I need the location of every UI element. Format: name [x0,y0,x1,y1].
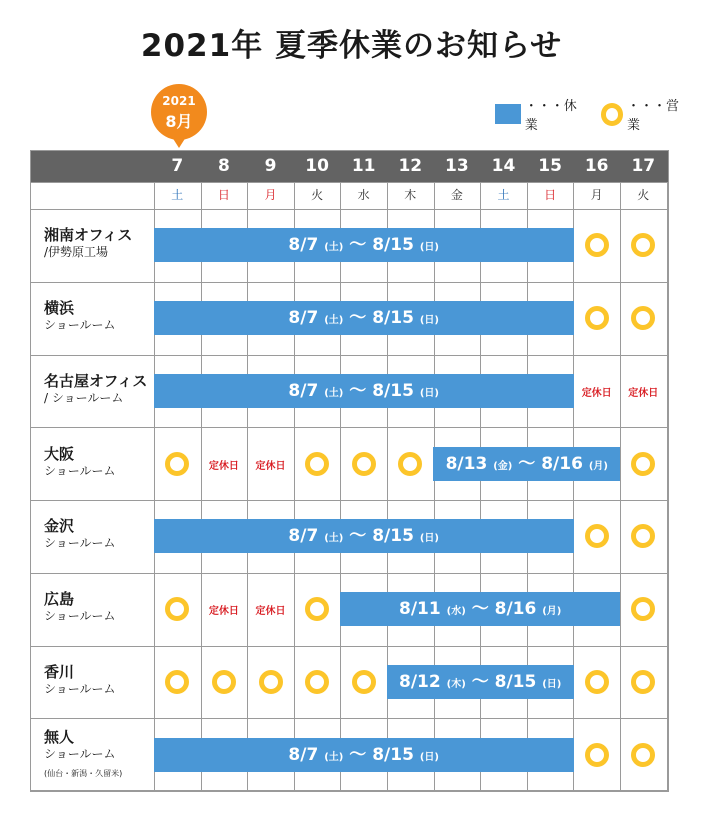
closed-period-sep: 〜 [349,308,367,329]
open-day-circle [305,452,329,476]
legend-closed-swatch [495,104,521,124]
column-divider [201,182,202,791]
closed-period-bar [154,738,574,772]
open-day-circle [631,743,655,767]
open-day-circle [631,452,655,476]
closed-period-text: 8/12 [399,671,441,692]
closed-period-sep: 〜 [349,380,367,401]
column-divider [527,182,528,791]
location-name: 名古屋オフィス [44,371,148,390]
regular-holiday-label: 定休日 [255,606,286,618]
open-day-circle [631,524,655,548]
badge-pointer [172,137,186,148]
closed-period-text2: 8/15 [372,235,414,256]
column-divider [340,182,341,791]
weekday-cell-15: 日 [544,188,557,202]
regular-holiday-label: 定休日 [255,460,286,472]
weekday-cell-17: 火 [637,188,650,202]
location-name: 大阪 [44,444,75,463]
weekday-cell-8: 日 [217,188,230,202]
closed-period-text2: 8/15 [372,526,414,547]
row-divider [30,427,669,428]
closed-period-d1: (土) [324,315,344,327]
closed-period-d1: (土) [324,751,344,763]
regular-holiday-label: 定休日 [208,460,239,472]
closed-period-d2: (日) [419,387,439,399]
weekday-cell-14: 土 [497,188,510,202]
open-day-circle [585,524,609,548]
row-divider [30,209,669,210]
closed-period-d1: (木) [446,678,466,690]
open-day-circle [631,597,655,621]
row-divider [30,718,669,719]
date-cell-14: 14 [491,156,516,176]
column-divider [620,182,621,791]
closed-period-text2: 8/15 [372,380,414,401]
closed-period-d2: (日) [419,533,439,545]
row-label [44,518,116,552]
regular-holiday-label: 定休日 [581,387,612,399]
date-cell-12: 12 [398,156,423,176]
closed-period-text: 8/7 [288,380,319,401]
date-cell-10: 10 [305,156,329,176]
row-label [44,227,132,261]
open-day-circle [305,597,329,621]
row-divider [30,282,669,283]
weekday-cell-12: 木 [404,188,417,202]
closed-period-text: 8/13 [445,453,488,474]
month-badge [151,84,207,140]
location-sub: /伊勢原工場 [44,245,109,260]
open-day-circle [259,670,283,694]
open-day-circle [305,670,329,694]
closed-period-sep: 〜 [471,599,489,620]
location-name: 金沢 [44,517,75,536]
closed-period-text: 8/7 [288,744,319,765]
weekday-cell-7: 土 [171,188,184,202]
location-name: 広島 [44,590,75,609]
closed-period-sep: 〜 [349,744,367,765]
open-day-circle [631,670,655,694]
closed-period-text: 8/7 [288,526,319,547]
location-name: 無人 [44,727,75,746]
legend-open-swatch [601,103,623,126]
open-day-circle [585,670,609,694]
date-cell-13: 13 [445,156,469,176]
location-note: (仙台・新潟・久留米) [44,768,123,778]
row-divider [30,182,669,183]
closed-period-d2: (日) [419,315,439,327]
legend-closed-label: ・・・休業 [524,99,577,133]
closed-period-bar [154,519,574,553]
location-name: 香川 [44,662,75,681]
closed-period-bar [340,592,621,626]
closed-period-sep: 〜 [471,671,489,692]
location-sub: / ショールーム [44,390,124,405]
open-day-circle [585,306,609,330]
closed-period-d2: (日) [419,751,439,763]
date-cell-16: 16 [584,156,609,176]
closed-period-text2: 8/16 [541,453,583,474]
closed-period-text2: 8/15 [372,744,414,765]
location-sub: ショールーム [44,463,116,478]
row-divider [30,500,669,501]
closed-period-d1: (土) [324,387,344,399]
row-label [44,664,116,698]
column-divider [667,182,668,791]
date-cell-7: 7 [171,156,184,176]
open-day-circle [212,670,236,694]
open-day-circle [165,597,189,621]
row-label [44,373,147,407]
column-divider [573,182,574,791]
closed-period-text: 8/7 [288,235,319,256]
closed-period-text2: 8/15 [494,671,537,692]
location-sub: ショールーム [44,746,116,761]
row-label [44,729,122,782]
date-cell-8: 8 [217,156,230,176]
open-day-circle [398,452,422,476]
closed-period-bar [154,374,574,408]
column-divider [294,182,295,791]
column-divider [434,182,435,791]
closed-period-text: 8/7 [288,308,319,329]
regular-holiday-label: 定休日 [208,606,239,618]
weekday-cell-9: 月 [264,188,277,202]
row-label [44,300,116,334]
legend [495,99,703,133]
location-sub: ショールーム [44,536,116,551]
open-day-circle [352,452,376,476]
schedule-table [30,150,669,791]
row-label [44,591,116,625]
closed-period-d2: (日) [542,678,562,690]
date-cell-17: 17 [631,156,656,176]
location-sub: ショールーム [44,318,116,333]
open-day-circle [165,670,189,694]
row-label [44,446,116,480]
closed-period-sep: 〜 [349,235,367,256]
badge-month: 8月 [165,112,193,131]
column-divider [247,182,248,791]
row-divider [30,355,669,356]
open-day-circle [165,452,189,476]
closed-period-d2: (日) [419,242,439,254]
open-day-circle [585,233,609,257]
location-name: 横浜 [44,299,75,318]
column-divider [387,182,388,791]
closed-period-d2: (月) [542,606,562,618]
closed-period-d1: (土) [324,533,344,545]
row-divider [30,646,669,647]
column-divider [154,182,155,791]
page-title: 2021年 夏季休業のお知らせ [140,28,563,64]
date-cell-9: 9 [264,156,277,176]
closed-period-text: 8/11 [399,599,441,620]
closed-period-bar [433,447,620,481]
weekday-cell-10: 火 [311,188,324,202]
open-day-circle [631,233,655,257]
closed-period-d1: (金) [493,460,513,472]
row-divider [30,791,669,792]
badge-year: 2021 [162,94,196,108]
closed-period-bar [387,665,574,699]
location-name: 湘南オフィス [44,226,133,245]
closed-period-text2: 8/15 [372,308,414,329]
closed-period-sep: 〜 [349,526,367,547]
closed-period-bar [154,228,574,262]
regular-holiday-label: 定休日 [628,387,659,399]
closed-period-sep: 〜 [518,453,536,474]
weekday-cell-16: 月 [590,188,603,202]
weekday-cell-11: 水 [357,188,370,202]
location-sub: ショールーム [44,609,116,624]
row-divider [30,573,669,574]
closed-period-d1: (水) [446,606,466,618]
closed-period-d2: (月) [588,460,608,472]
open-day-circle [631,306,655,330]
column-divider [480,182,481,791]
weekday-cell-13: 金 [450,188,463,202]
date-cell-15: 15 [538,156,562,176]
date-cell-11: 11 [351,156,376,176]
open-day-circle [585,743,609,767]
closed-period-d1: (土) [324,242,344,254]
location-sub: ショールーム [44,681,116,696]
closed-period-text2: 8/16 [494,599,537,620]
legend-open-label: ・・・営業 [627,99,680,133]
closed-period-bar [154,301,574,335]
open-day-circle [352,670,376,694]
